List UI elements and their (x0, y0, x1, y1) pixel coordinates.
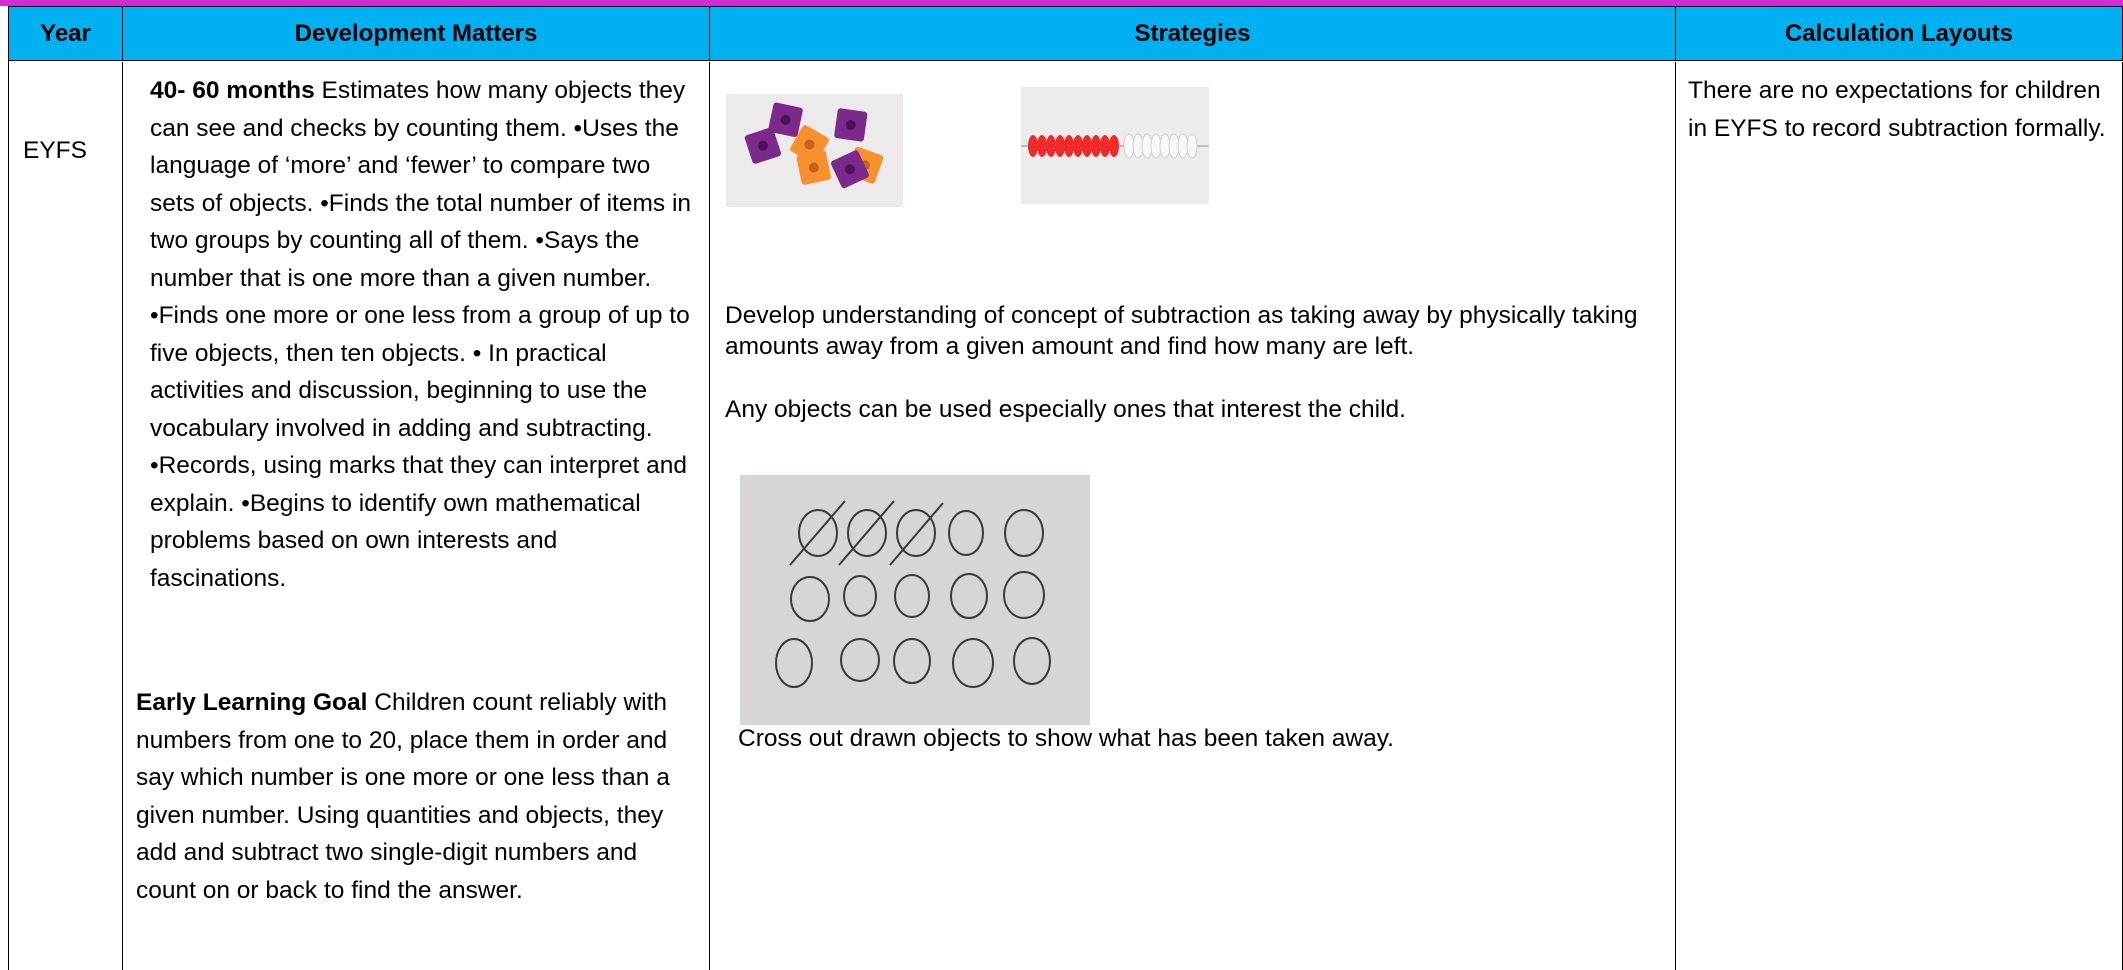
drawing-caption: Cross out drawn objects to show what has been taken away. (738, 725, 1394, 752)
cube-purple (768, 102, 804, 138)
dev-paragraph-early-learning-goal (136, 684, 696, 909)
header-year: Year (9, 7, 123, 61)
header-strategies: Strategies (710, 7, 1676, 61)
crossed-out-circles-drawing (740, 475, 1090, 725)
circle-row-3 (776, 638, 1050, 687)
circle-row-2 (791, 572, 1044, 621)
header-calculation-layouts: Calculation Layouts (1676, 7, 2123, 61)
cube-orange (796, 150, 832, 186)
strategy-objects-note: Any objects can be used especially ones that interest the child. (725, 396, 1406, 423)
development-matters-cell (123, 62, 710, 970)
red-beads (1028, 135, 1119, 157)
year-label: EYFS (23, 137, 87, 164)
white-beads (1124, 134, 1197, 158)
dev-paragraph-40-60-months (150, 72, 700, 597)
strategies-cell (710, 62, 1676, 970)
year-cell (9, 62, 123, 970)
subtraction-table (8, 6, 2123, 970)
cube-purple (834, 108, 868, 142)
bead-string-photo (1021, 87, 1209, 204)
calculation-note: There are no expectations for children in EYFS to record subtraction formally. (1688, 77, 2106, 142)
header-development-matters: Development Matters (123, 7, 710, 61)
calculation-layouts-cell (1676, 62, 2123, 970)
strategy-description: Develop understanding of concept of subtraction as taking away by physically taking amounts away from a given amount and find how many are left. (725, 302, 1638, 360)
dev-text-elg: Children count reliably with numbers from one to 20, place them in order and say which number is one more or one less than a given number. Using quantities and objects, they add and subtract two single-digit numbers and count on or back to find the answer. (136, 689, 670, 904)
dev-heading-40-60: 40- 60 months (150, 77, 315, 104)
circle-row-1 (799, 510, 1043, 556)
dev-text-40-60: Estimates how many objects they can see and checks by counting them. •Uses the language of ‘more’ and ‘fewer’ to compare two sets of objects. •Finds the total number of items in two groups by counting all of them. •Says the number that is one more than a given number. •Finds one more or one less from a group of up to five objects, then ten objects. • In practical activities and discussion, beginning to use the vocabulary involved in adding and subtracting. •Records, using marks that they can interpret and explain. •Begins to identify own mathematical problems based on own interests and fascinations. (150, 77, 692, 592)
cubes-photo (726, 94, 903, 207)
dev-heading-elg: Early Learning Goal (136, 689, 368, 716)
